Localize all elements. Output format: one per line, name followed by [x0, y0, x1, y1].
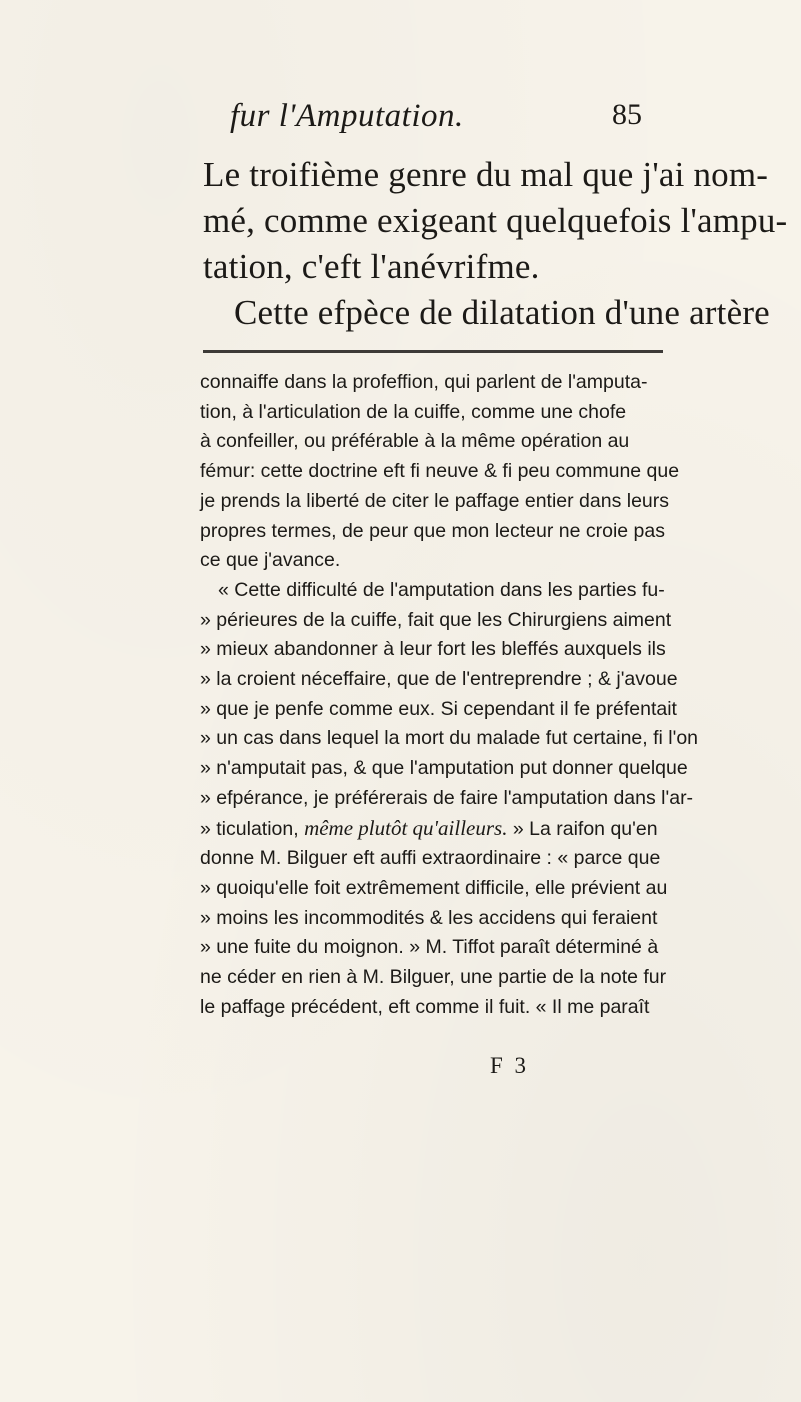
note-line: connaiffe dans la profeffion, qui parlent de l'amputa-	[200, 371, 648, 393]
note-italic-phrase: même plutôt qu'ailleurs.	[304, 815, 508, 840]
running-title: fur l'Amputation.	[230, 98, 464, 134]
main-text-line: Cette efpèce de dilatation d'une artère	[234, 293, 770, 332]
signature-mark: F 3	[490, 1053, 530, 1078]
note-line: » la croient néceffaire, que de l'entreprendre ; & j'avoue	[200, 668, 678, 691]
note-line: » efpérance, je préférerais de faire l'amputation dans l'ar-	[200, 786, 694, 809]
note-line: je prends la liberté de citer le paffage entier dans leurs	[200, 489, 670, 512]
main-text-line: Le troifième genre du mal que j'ai nom-	[203, 155, 769, 194]
note-line: fémur: cette doctrine eft fi neuve & fi peu commune que	[200, 460, 680, 483]
note-line: » n'amputait pas, & que l'amputation put donner quelque	[200, 757, 688, 780]
main-text-line: tation, c'eft l'anévrifme.	[203, 247, 540, 286]
main-text-line: mé, comme exigeant quelquefois l'ampu-	[203, 201, 788, 240]
note-line: » mieux abandonner à leur fort les bleffés auxquels ils	[200, 638, 666, 661]
note-line: » que je penfe comme eux. Si cependant il fe préfentait	[200, 697, 677, 720]
page-number: 85	[612, 98, 642, 131]
note-line: « Cette difficulté de l'amputation dans les parties fu-	[218, 578, 665, 601]
note-line-with-italic: » ticulation, même plutôt qu'ailleurs. » La raifon qu'en	[200, 815, 658, 840]
footnote-text-block	[200, 368, 699, 1022]
note-line: » périeures de la cuiffe, fait que les Chirurgiens aiment	[200, 608, 672, 631]
note-line: » une fuite du moignon. » M. Tiffot paraît déterminé à	[200, 936, 659, 959]
note-line: donne M. Bilguer eft auffi extraordinaire : « parce que	[200, 847, 661, 870]
note-line: ne céder en rien à M. Bilguer, une partie de la note fur	[200, 966, 667, 989]
note-line: tion, à l'articulation de la cuiffe, comme une chofe	[200, 400, 627, 423]
note-line: » un cas dans lequel la mort du malade fut certaine, fi l'on	[200, 727, 699, 750]
note-line: le paffage précédent, eft comme il fuit. « Il me paraît	[200, 995, 650, 1018]
note-line: à confeiller, ou préférable à la même opération au	[200, 430, 630, 453]
footnote-rule	[203, 350, 663, 353]
note-line: » moins les incommodités & les accidens qui feraient	[200, 906, 658, 929]
main-text-block	[203, 152, 788, 336]
note-line: ce que j'avance.	[200, 549, 341, 572]
note-line: » quoiqu'elle foit extrêmement difficile, elle prévient au	[200, 876, 668, 899]
note-line: propres termes, de peur que mon lecteur ne croie pas	[200, 519, 666, 542]
